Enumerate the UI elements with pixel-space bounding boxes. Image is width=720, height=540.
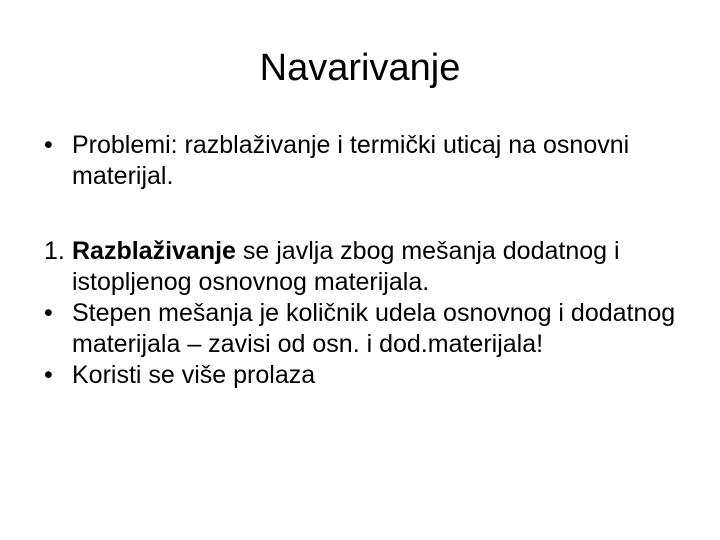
- bullet-icon: •: [44, 361, 53, 389]
- intro-bullet-text: Problemi: razblaživanje i termički uticaj na osnovni materijal.: [72, 131, 630, 190]
- numbered-item-text: [72, 237, 620, 296]
- slide-body: [44, 130, 684, 391]
- spacer: [44, 192, 684, 236]
- item-number: 1.: [44, 237, 65, 265]
- intro-bullet: [44, 130, 684, 192]
- sub-bullet: [44, 360, 684, 391]
- numbered-item: [44, 236, 684, 298]
- bold-term: Razblaživanje: [72, 237, 236, 265]
- sub-bullet: [44, 298, 684, 360]
- sub-bullet-text: Stepen mešanja je količnik udela osnovnog i dodatnog materijala – zavisi od osn. i dod.materijala!: [72, 299, 676, 358]
- numbered-item-rest: se javlja zbog mešanja dodatnog i istopljenog osnovnog materijala.: [72, 237, 620, 296]
- bullet-icon: •: [44, 131, 53, 159]
- sub-bullet-text: Koristi se više prolaza: [72, 361, 316, 389]
- slide-title: Navarivanje: [259, 47, 461, 89]
- bullet-icon: •: [44, 299, 53, 327]
